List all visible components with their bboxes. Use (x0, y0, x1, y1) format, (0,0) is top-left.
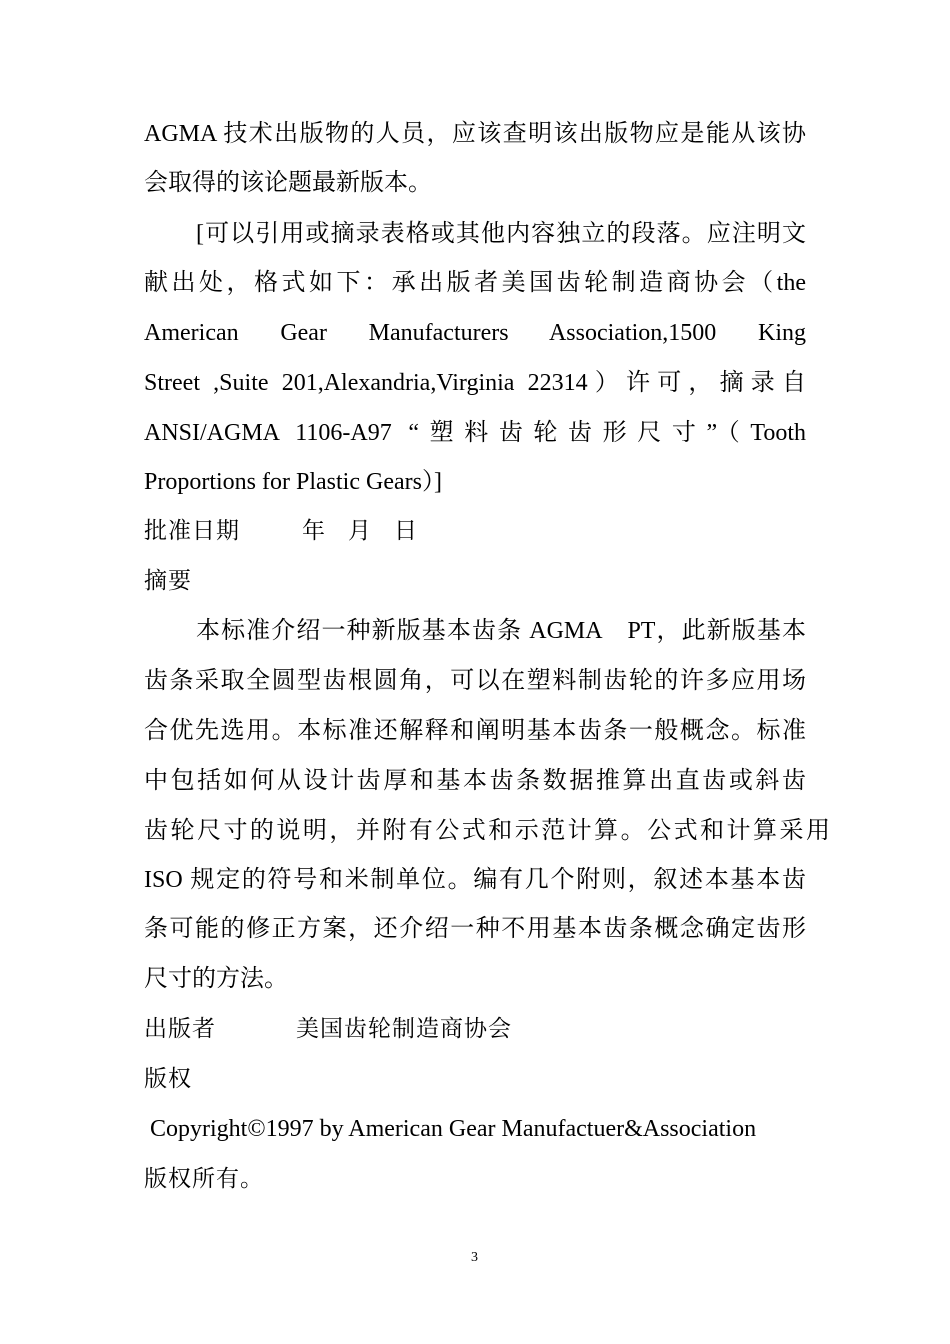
abstract-line-6: ISO 规定的符号和米制单位。编有几个附则，叙述本基本齿 (144, 867, 806, 893)
body-line-5: American Gear Manufacturers Association,1500 King (144, 320, 806, 346)
body-line-3: [可以引用或摘录表格或其他内容独立的段落。应注明文 (196, 221, 806, 247)
approval-month: 月 (348, 518, 372, 544)
copyright-heading: 版权 (144, 1066, 192, 1092)
body-line-7: ANSI/AGMA 1106-A97 “塑料齿轮齿形尺寸”（Tooth (144, 420, 806, 446)
approval-day: 日 (394, 518, 418, 544)
page-number: 3 (471, 1250, 478, 1265)
body-line-1: AGMA 技术出版物的人员，应该查明该出版物应是能从该协 (144, 121, 806, 147)
abstract-line-1: 本标准介绍一种新版基本齿条 AGMA PT，此新版基本 (196, 618, 806, 644)
body-line-6: Street ,Suite 201,Alexandria,Virginia 22314）许可，摘录自 (144, 370, 806, 396)
approval-date-label: 批准日期 (144, 518, 240, 544)
abstract-line-7: 条可能的修正方案，还介绍一种不用基本齿条概念确定齿形 (144, 916, 806, 942)
publisher-name: 美国齿轮制造商协会 (296, 1016, 512, 1042)
copyright-notice: Copyright©1997 by American Gear Manufactuer&Association (150, 1116, 757, 1142)
abstract-line-3: 合优先选用。本标准还解释和阐明基本齿条一般概念。标准 (144, 718, 806, 744)
abstract-line-4: 中包括如何从设计齿厚和基本齿条数据推算出直齿或斜齿 (144, 768, 806, 794)
body-line-4: 献出处，格式如下：承出版者美国齿轮制造商协会（the (144, 270, 806, 296)
abstract-line-2: 齿条采取全圆型齿根圆角，可以在塑料制齿轮的许多应用场 (144, 668, 806, 694)
abstract-heading: 摘要 (144, 568, 192, 594)
abstract-line-5: 齿轮尺寸的说明，并附有公式和示范计算。公式和计算采用 (144, 818, 830, 844)
abstract-line-8: 尺寸的方法。 (144, 966, 288, 992)
publisher-label: 出版者 (144, 1016, 216, 1042)
body-line-8: Proportions for Plastic Gears）] (144, 469, 442, 495)
approval-date-row (144, 516, 418, 546)
approval-year: 年 (302, 518, 326, 544)
copyright-rights: 版权所有。 (144, 1166, 264, 1192)
body-line-2: 会取得的该论题最新版本。 (144, 170, 432, 196)
publisher-row (144, 1014, 512, 1044)
